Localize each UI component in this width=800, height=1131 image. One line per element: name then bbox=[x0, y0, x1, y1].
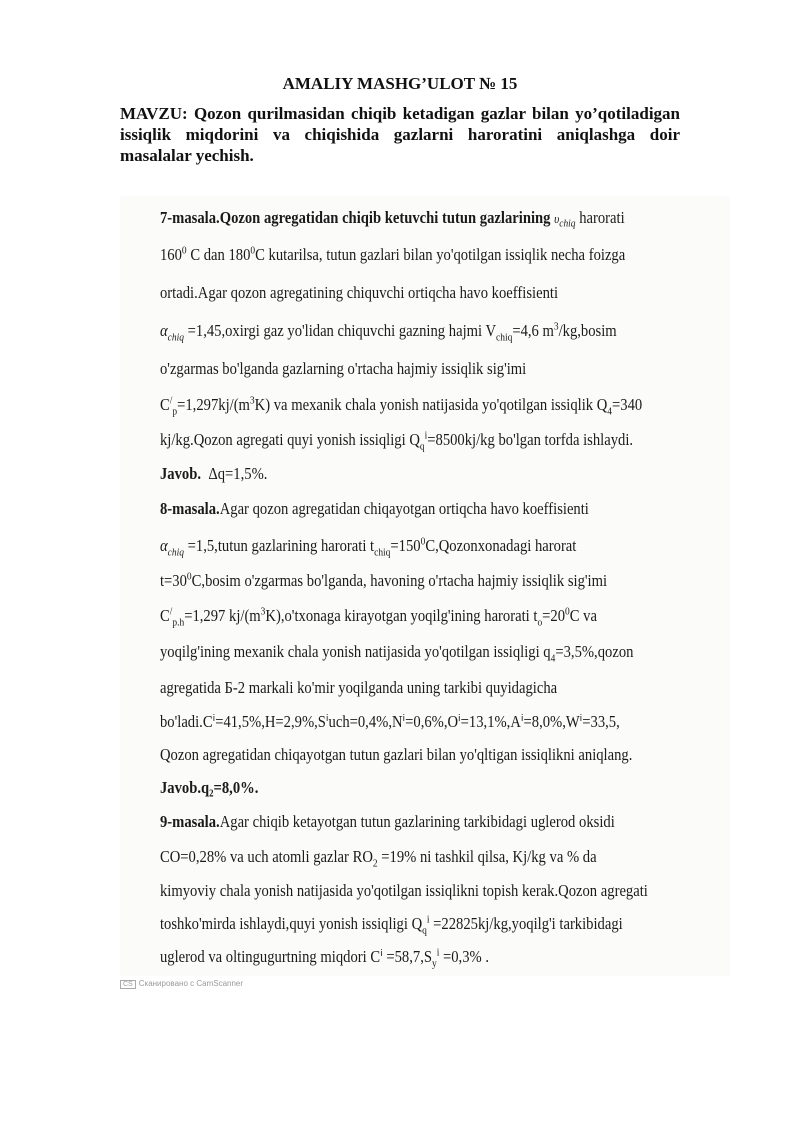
problem-9-line-1: 9-masala.Agar chiqib ketayotgan tutun gazlarining tarkibidagi uglerod oksidi bbox=[160, 812, 615, 831]
problem-9-lead: 9-masala. bbox=[160, 812, 220, 831]
topic-heading: MAVZU: Qozon qurilmasidan chiqib ketadigan gazlar bilan yo’qotiladigan issiqlik miqdorini va chiqishida gazlarni haroratini aniqlashga doir masalalar yechish. bbox=[120, 104, 680, 165]
problem-8-line-5: yoqilg'ining mexanik chala yonish natijasida yo'qotilgan issiqligi $q_4=3,5\%,qozon$ bbox=[160, 642, 634, 665]
problem-7-line-1: 7-masala.Qozon agregatidan chiqib ketuvchi tutun gazlarining $\upsilon_{chiq}$ harorati bbox=[160, 208, 625, 230]
problem-8-line-4: $C^/_{p.h}=1,297$ $kj/(m^3K),o'txonaga$ kirayotgan yoqilg'ining harorati $t_o=20^0C$ va bbox=[160, 605, 597, 629]
problem-9-line-2: CO=0,28% va uch atomli gazlar $RO_2 =19\%$ ni tashkil qilsa, Kj/kg va % da bbox=[160, 847, 597, 870]
problem-7-line-5: o'zgarmas bo'lganda gazlarning o'rtacha hajmiy issiqlik sig'imi bbox=[160, 359, 527, 378]
problem-9-line-3: kimyoviy chala yonish natijasida yo'qotilgan issiqlikni topish kerak.Qozon agregati bbox=[160, 881, 648, 900]
problem-7-lead: 7-masala.Qozon agregatidan chiqib ketuvchi tutun gazlarining bbox=[160, 208, 555, 227]
problem-9-line-5: uglerod va oltingugurtning miqdori $C^i =58,7,S_y^i =0,3\%$ . bbox=[160, 946, 490, 970]
problem-8-answer: Javob.q₂=8,0%. bbox=[160, 778, 259, 797]
problem-8-lead: 8-masala. bbox=[160, 499, 220, 518]
problem-8-line-2: $\alpha_{chiq}$ =1,5,tutun gazlarining harorati $t_{chiq}=150^0C,Qozonxonadagi$ harorat bbox=[160, 535, 577, 559]
problem-7-line-2: $160^0$ C dan $180^0C$ kutarilsa, tutun gazlari bilan yo'qotilgan issiqlik necha foizga bbox=[160, 244, 626, 264]
problem-8-line-6: agregatida Б-2 markali ko'mir yoqilganda uning tarkibi quyidagicha bbox=[160, 678, 558, 697]
problem-7-line-6: $C^/_p=1,297kj/(m^3K)$ va mexanik chala yonish natijasida yo'qotilgan issiqlik $Q_4=340$ bbox=[160, 394, 643, 418]
scanner-watermark: CS Сканировано с CamScanner bbox=[120, 979, 243, 989]
problem-9-line-4: toshko'mirda ishlaydi,quyi yonish issiqligi $Q_q^i$ =22825kj/kg,yoqilg'i tarkibidagi bbox=[160, 913, 623, 937]
problem-8-line-7: bo'ladi.Cⁱ=41,5%,H=2,9%,Sⁱuch=0,4%,Nⁱ=0,6%,Oⁱ=13,1%,Aⁱ=8,0%,Wⁱ=33,5, bbox=[160, 712, 620, 731]
problem-8-line-8: Qozon agregatidan chiqayotgan tutun gazlari bilan yo'qltigan issiqlikni aniqlang. bbox=[160, 745, 633, 764]
problem-7-line-4: $\alpha_{chiq}$ =1,45,oxirgi gaz yo'lidan chiquvchi gazning hajmi $V_{chiq}=4,6$ $m^3/kg,bosim$ bbox=[160, 320, 617, 344]
problem-7-line-7: kj/kg.Qozon agregati quyi yonish issiqligi $Q_q^i=8500kj/kg$ bo'lgan torfda ishlaydi. bbox=[160, 429, 634, 453]
camscanner-logo-icon: CS bbox=[120, 980, 136, 989]
problem-7-answer: Javob. Δq=1,5%. bbox=[160, 464, 268, 483]
problem-7-line-3: ortadi.Agar qozon agregatining chiquvchi ortiqcha havo koeffisienti bbox=[160, 283, 559, 302]
page-title: AMALIY MASHG’ULOT № 15 bbox=[282, 74, 518, 93]
problem-8-line-3: $t=30^0C,bosim$ o'zgarmas bo'lganda, havoning o'rtacha hajmiy issiqlik sig'imi bbox=[160, 570, 608, 590]
problem-8-line-1: 8-masala.Agar qozon agregatidan chiqayotgan ortiqcha havo koeffisienti bbox=[160, 499, 589, 518]
